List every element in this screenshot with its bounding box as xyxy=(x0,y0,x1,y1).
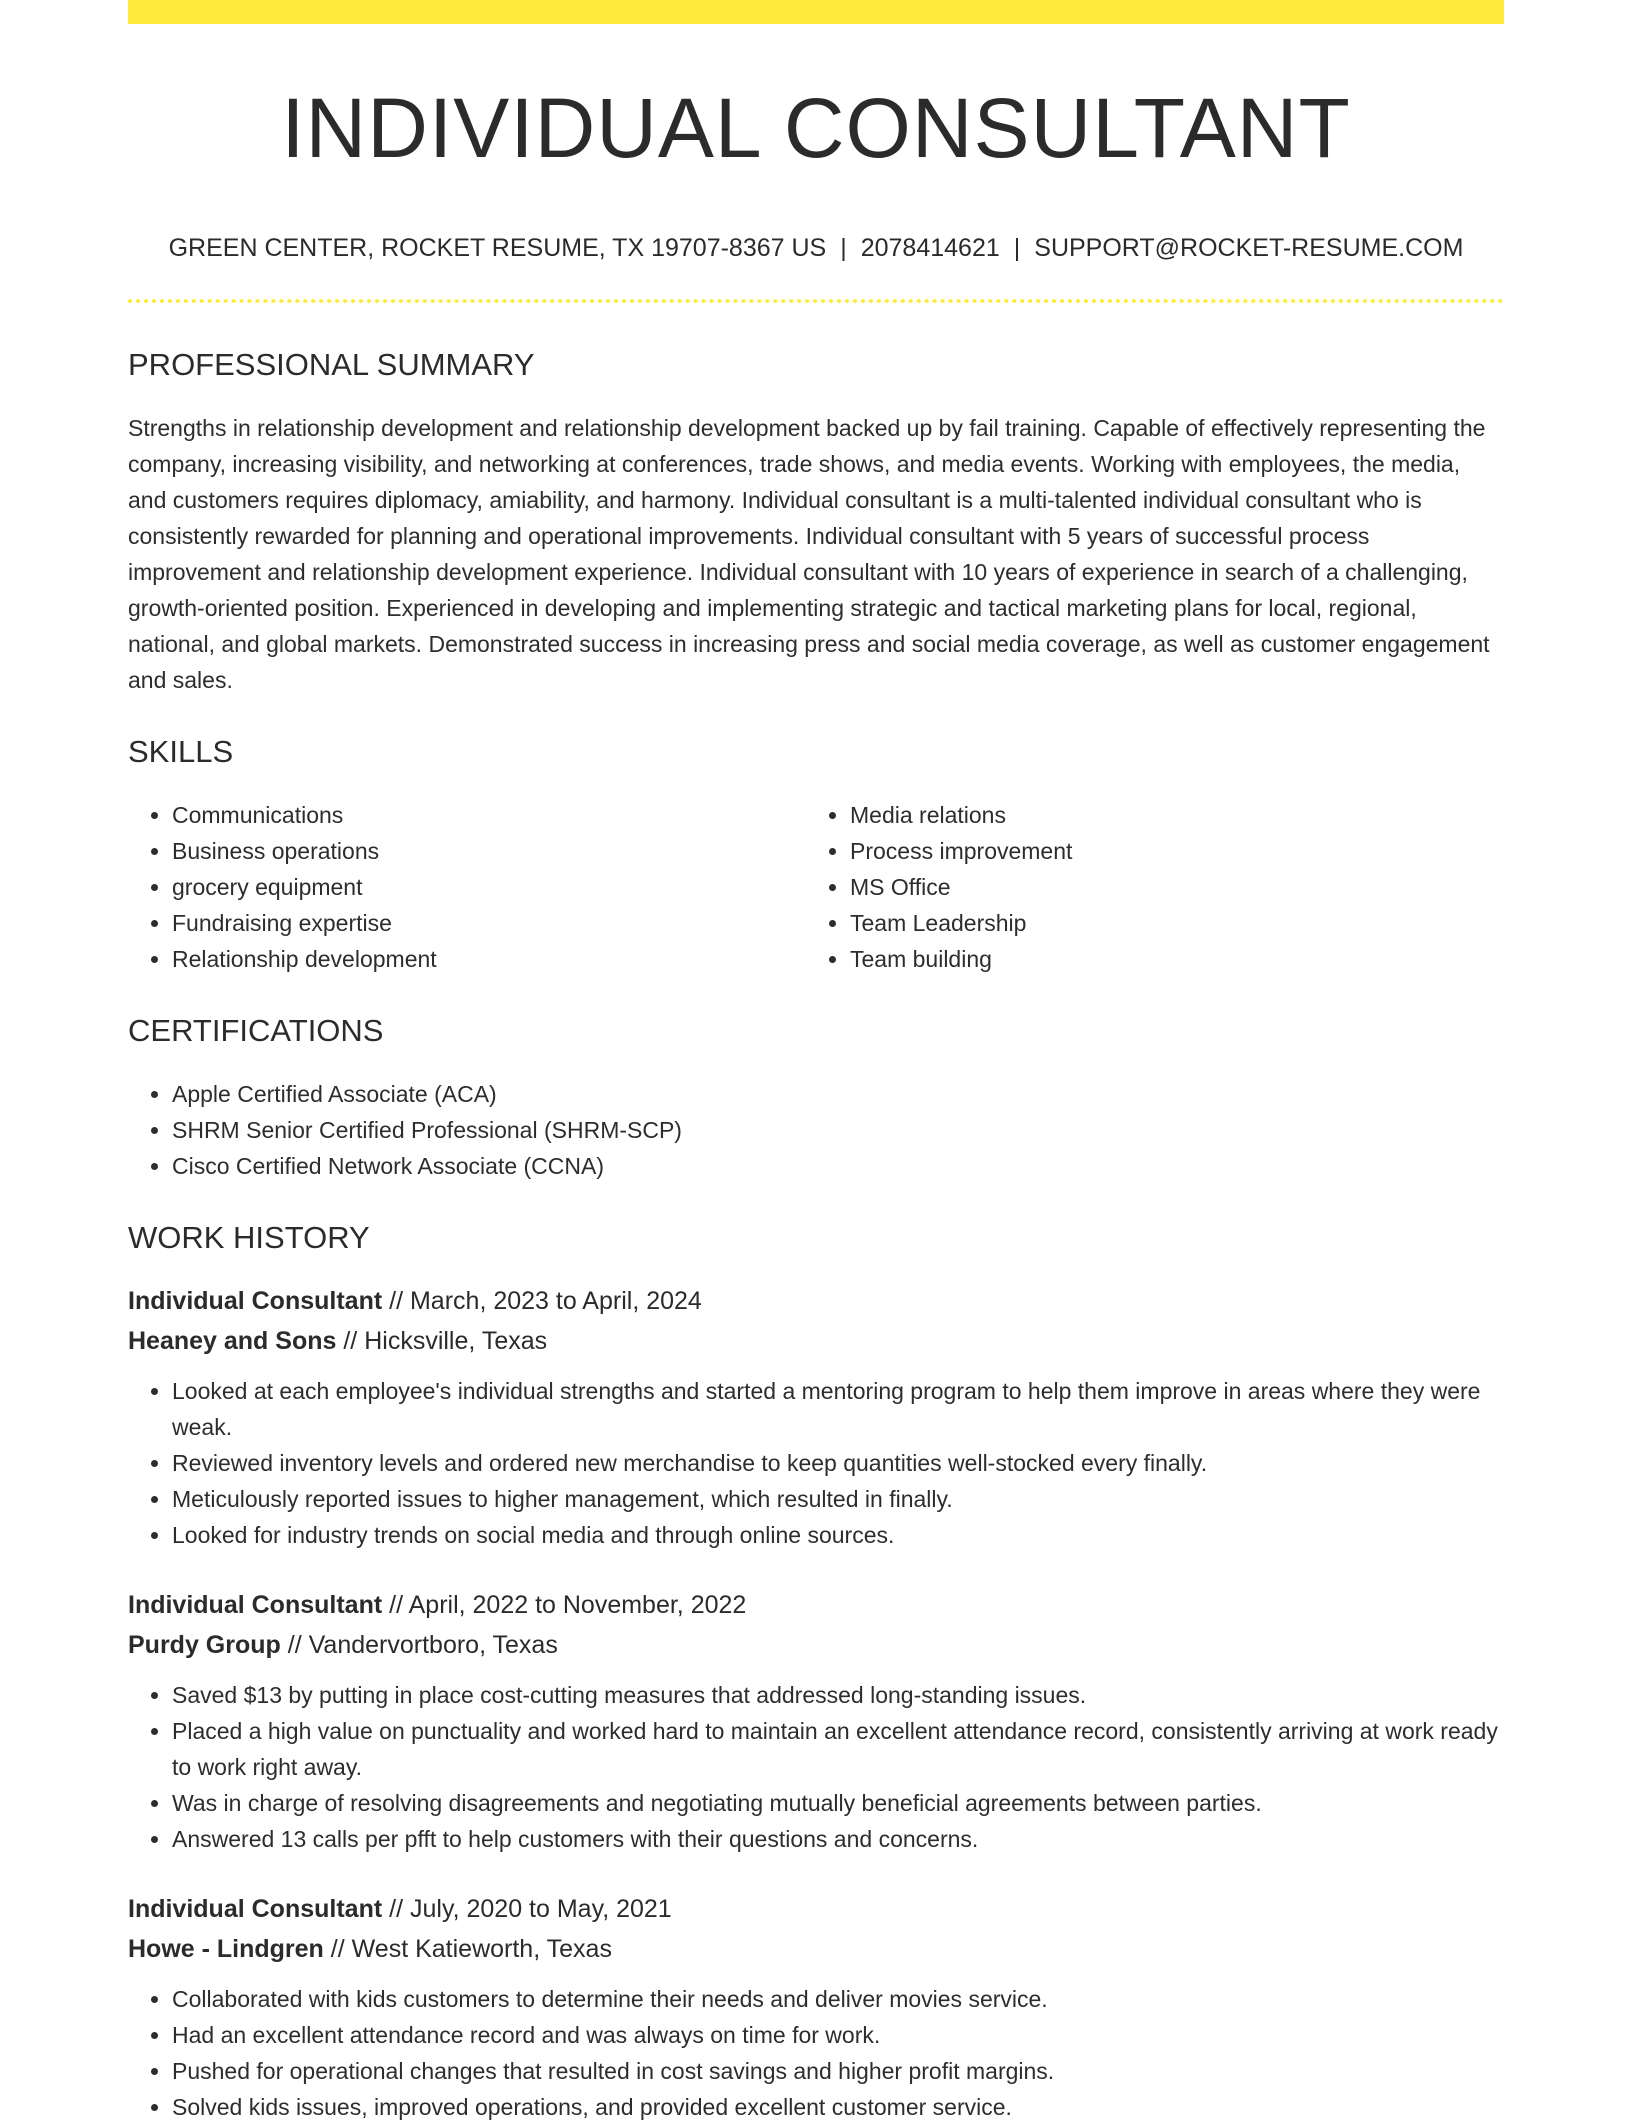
skill-item: • Process improvement xyxy=(850,833,1484,869)
resume-page xyxy=(128,0,1504,2125)
job-title-line xyxy=(128,1889,1504,1929)
skill-item: • MS Office xyxy=(850,869,1484,905)
job-role: Individual Consultant xyxy=(128,1591,383,1619)
job-bullets xyxy=(128,1981,1504,2125)
work-history-heading: WORK HISTORY xyxy=(128,1220,370,1255)
job-role: Individual Consultant xyxy=(128,1895,383,1923)
skill-item: • Communications xyxy=(172,797,806,833)
job-company: Purdy Group xyxy=(128,1631,281,1659)
job-location: Hicksville, Texas xyxy=(364,1327,548,1355)
job-dates: July, 2020 to May, 2021 xyxy=(409,1895,672,1923)
certifications-list xyxy=(128,1076,1504,1184)
contact-separator: | xyxy=(840,234,847,262)
job-entry xyxy=(128,1585,1504,1857)
job-company: Howe - Lindgren xyxy=(128,1935,324,1963)
job-bullets xyxy=(128,1373,1504,1553)
job-dates: March, 2023 to April, 2024 xyxy=(409,1287,702,1315)
skill-item: • Relationship development xyxy=(172,941,806,977)
job-bullet: • Reviewed inventory levels and ordered new merchandise to keep quantities well-stocked every finally. xyxy=(172,1445,1504,1481)
job-separator: // xyxy=(343,1327,358,1355)
job-company: Heaney and Sons xyxy=(128,1327,337,1355)
contact-line xyxy=(128,236,1504,261)
job-bullet: • Looked at each employee's individual strengths and started a mentoring program to help them improve in areas where they were weak. xyxy=(172,1373,1504,1445)
certifications-heading: CERTIFICATIONS xyxy=(128,1013,384,1048)
resume-name: INDIVIDUAL CONSULTANT xyxy=(281,81,1351,175)
job-separator: // xyxy=(330,1935,345,1963)
job-bullet: • Placed a high value on punctuality and worked hard to maintain an excellent attendance record, consistently arriving at work ready to work right away. xyxy=(172,1713,1504,1785)
job-bullet: • Answered 13 calls per pfft to help customers with their questions and concerns. xyxy=(172,1821,1504,1857)
job-bullets xyxy=(128,1677,1504,1857)
skill-item: • Team Leadership xyxy=(850,905,1484,941)
job-separator: // xyxy=(389,1591,404,1619)
accent-bar xyxy=(128,0,1504,24)
dotted-divider xyxy=(128,299,1504,303)
skills-heading: SKILLS xyxy=(128,734,234,769)
certification-item: • Apple Certified Associate (ACA) xyxy=(172,1076,1504,1112)
job-separator: // xyxy=(389,1895,404,1923)
job-entry xyxy=(128,1889,1504,2125)
summary-heading: PROFESSIONAL SUMMARY xyxy=(128,347,535,382)
job-bullet: • Solved kids issues, improved operations, and provided excellent customer service. xyxy=(172,2089,1504,2125)
contact-email: SUPPORT@ROCKET-RESUME.COM xyxy=(1034,234,1464,262)
certification-item: • SHRM Senior Certified Professional (SHRM-SCP) xyxy=(172,1112,1504,1148)
skill-item: • Team building xyxy=(850,941,1484,977)
job-company-line xyxy=(128,1625,1504,1665)
job-separator: // xyxy=(389,1287,404,1315)
skills-list xyxy=(128,797,1504,977)
job-bullet: • Meticulously reported issues to higher management, which resulted in finally. xyxy=(172,1481,1504,1517)
job-bullet: • Was in charge of resolving disagreements and negotiating mutually beneficial agreements between parties. xyxy=(172,1785,1504,1821)
skill-item: • grocery equipment xyxy=(172,869,806,905)
job-location: West Katieworth, Texas xyxy=(351,1935,612,1963)
job-company-line xyxy=(128,1321,1504,1361)
job-bullet: • Saved $13 by putting in place cost-cutting measures that addressed long-standing issues. xyxy=(172,1677,1504,1713)
contact-separator: | xyxy=(1013,234,1021,262)
job-entry xyxy=(128,1281,1504,1553)
job-separator: // xyxy=(287,1631,302,1659)
skill-item: • Fundraising expertise xyxy=(172,905,806,941)
skill-item: • Media relations xyxy=(850,797,1484,833)
job-role: Individual Consultant xyxy=(128,1287,383,1315)
skills-column-right xyxy=(806,797,1484,977)
contact-address: GREEN CENTER, ROCKET RESUME, TX 19707-8367 US xyxy=(168,234,827,262)
job-bullet: • Collaborated with kids customers to determine their needs and deliver movies service. xyxy=(172,1981,1504,2017)
skill-item: • Business operations xyxy=(172,833,806,869)
job-bullet: • Pushed for operational changes that resulted in cost savings and higher profit margins. xyxy=(172,2053,1504,2089)
job-company-line xyxy=(128,1929,1504,1969)
job-title-line xyxy=(128,1585,1504,1625)
summary-text: Strengths in relationship development and relationship development backed up by fail training. Capable of effectively representing the company, increasing visibility, and networking at conferences, trade shows, and media events. Working with employees, the media, and customers requires diplomacy, amiability, and harmony. Individual consultant is a multi-talented individual consultant who is consistently rewarded for planning and operational improvements. Individual consultant with 5 years of successful process improvement and relationship development experience. Individual consultant with 10 years of experience in search of a challenging, growth-oriented position. Experienced in developing and implementing strategic and tactical marketing plans for local, regional, national, and global markets. Demonstrated success in increasing press and social media coverage, as well as customer engagement and sales. xyxy=(128,415,1490,693)
job-bullet: • Looked for industry trends on social media and through online sources. xyxy=(172,1517,1504,1553)
job-dates: April, 2022 to November, 2022 xyxy=(408,1591,747,1619)
job-location: Vandervortboro, Texas xyxy=(308,1631,558,1659)
job-bullet: • Had an excellent attendance record and was always on time for work. xyxy=(172,2017,1504,2053)
job-title-line xyxy=(128,1281,1504,1321)
contact-phone: 2078414621 xyxy=(860,234,1000,262)
skills-column-left xyxy=(128,797,806,977)
certification-item: • Cisco Certified Network Associate (CCNA) xyxy=(172,1148,1504,1184)
